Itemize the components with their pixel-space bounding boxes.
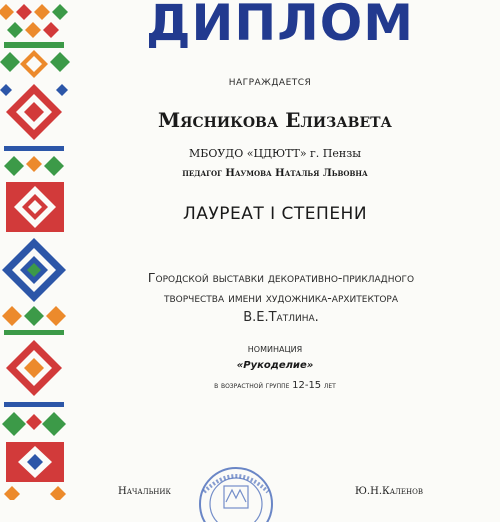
organization: МБОУДО «ЦДЮТТ» г. Пензы xyxy=(188,147,361,160)
diploma-title: ДИПЛОМ xyxy=(145,0,414,52)
ornament-blue-band xyxy=(4,146,64,176)
ornament-band-3 xyxy=(2,402,66,436)
position-label: Начальник xyxy=(118,486,171,497)
award-degree: ЛАУРЕАТ I СТЕПЕНИ xyxy=(182,204,368,224)
ornament-band-2 xyxy=(2,306,66,335)
folk-ornament-border xyxy=(0,0,72,500)
recipient-name: Мясникова Елизавета xyxy=(158,108,392,132)
ornament-red-medallion-2 xyxy=(6,182,64,232)
age-group-prefix: в возрастной группе xyxy=(214,381,290,391)
ornament-red-medallion-4 xyxy=(4,442,66,500)
nomination-value: «Рукоделие» xyxy=(236,360,314,371)
exhibition-line-3: В.Е.Татлина. xyxy=(243,310,319,325)
ornament-blue-medallion xyxy=(2,238,66,302)
exhibition-description xyxy=(82,268,480,328)
age-group-suffix: лет xyxy=(323,381,336,391)
ornament-red-medallion-1 xyxy=(0,84,68,140)
official-stamp xyxy=(190,462,282,522)
age-group xyxy=(170,380,380,391)
exhibition-line-2: творчества имени художника-архитектора xyxy=(163,290,399,305)
ornament-top-diamonds xyxy=(0,4,68,38)
ornament-red-medallion-3 xyxy=(6,340,62,396)
ornament-green-band xyxy=(0,42,70,78)
nomination-label: НОМИНАЦИЯ xyxy=(247,345,303,354)
awarded-label: НАГРАЖДАЕТСЯ xyxy=(228,78,312,88)
exhibition-line-1: Городской выставки декоративно-прикладного xyxy=(147,270,415,285)
signer-name: Ю.Н.Каленов xyxy=(355,486,423,497)
teacher-name: педагог Наумова Наталья Львовна xyxy=(182,168,368,179)
age-group-range: 12-15 xyxy=(292,380,322,391)
